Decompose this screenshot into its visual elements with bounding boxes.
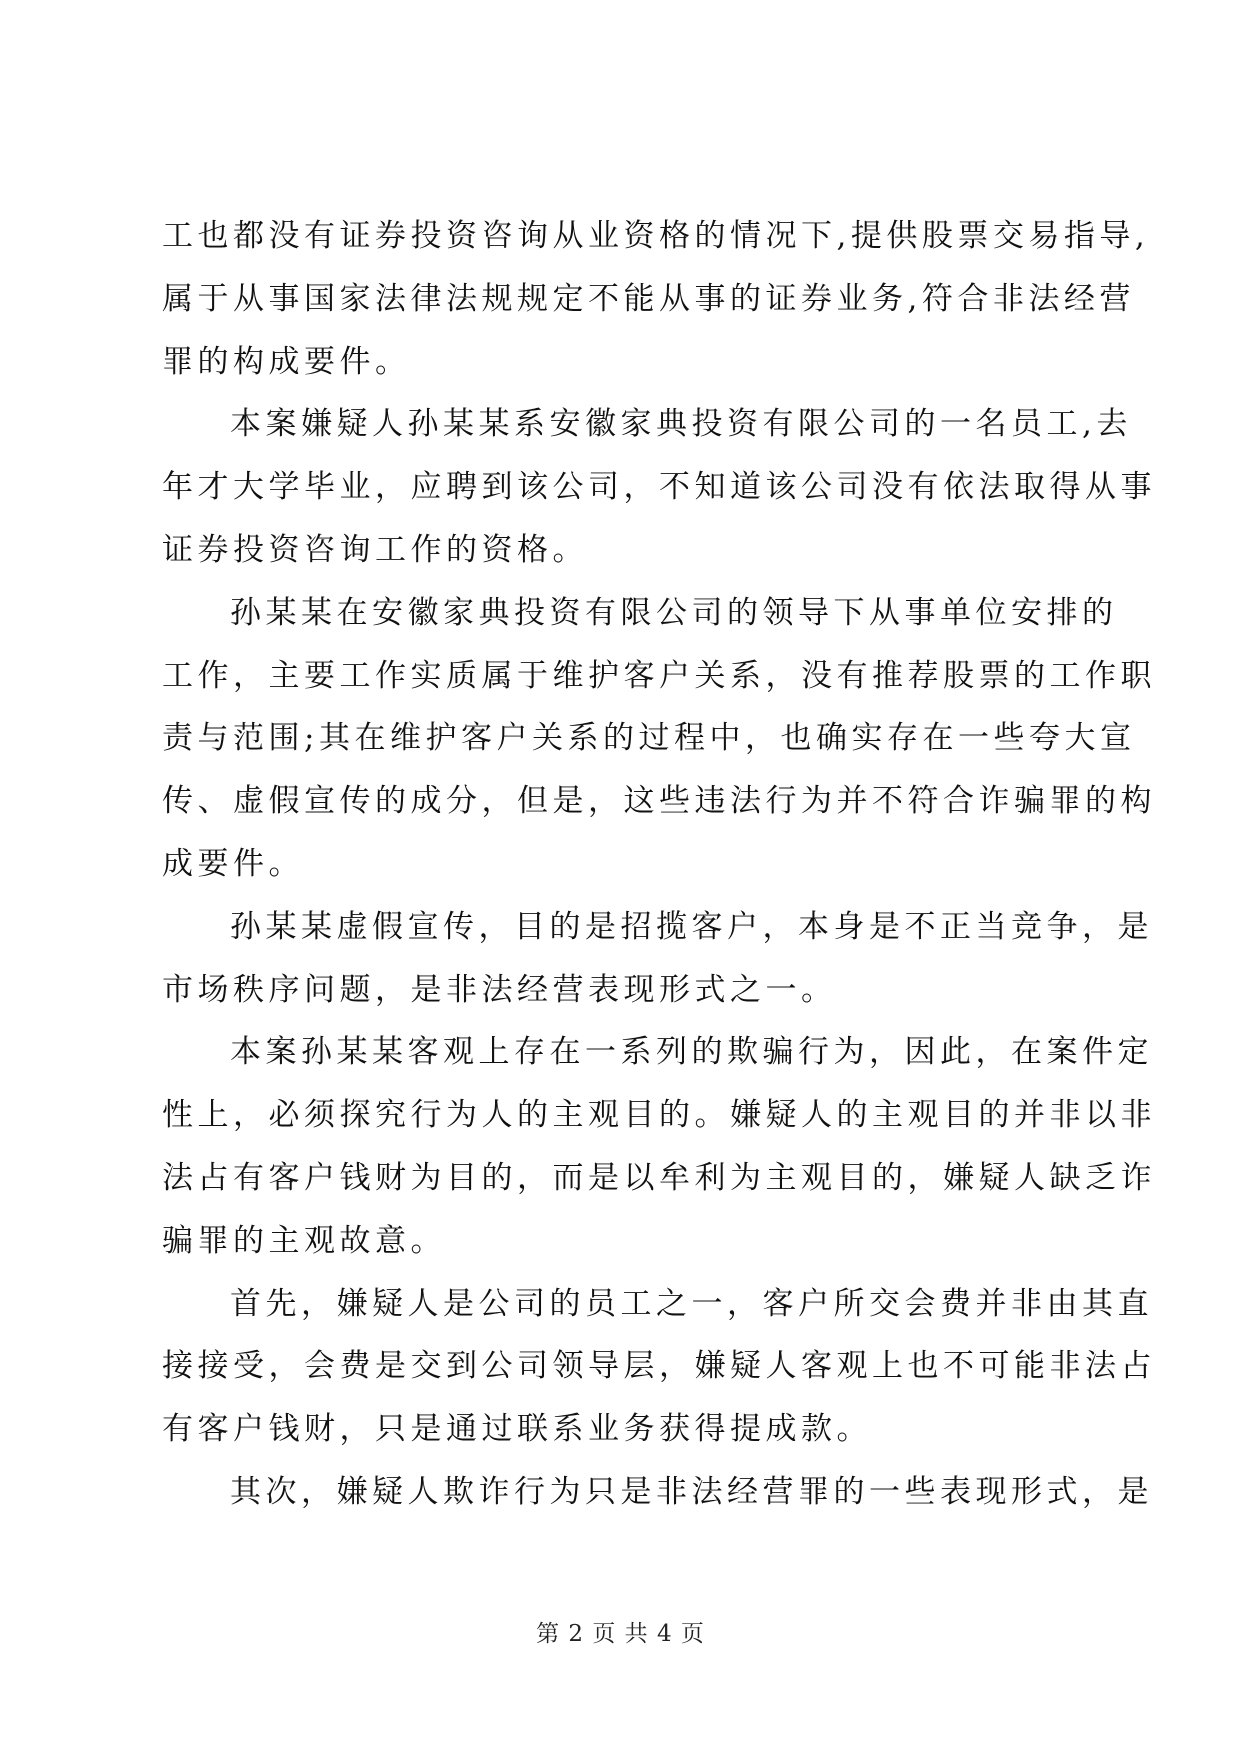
text-line: 成要件。	[162, 845, 304, 882]
paragraph-3	[162, 896, 1153, 1022]
text-line: 责与范围;其在维护客户关系的过程中，也确实存在一些夸大宣	[162, 720, 1136, 757]
paragraph-6	[162, 1461, 1153, 1524]
paragraph-4	[162, 1021, 1156, 1272]
text-line: 法占有客户钱财为目的，而是以牟利为主观目的，嫌疑人缺乏诈	[162, 1159, 1156, 1196]
document-body	[162, 205, 1156, 1524]
text-line: 罪的构成要件。	[162, 343, 411, 380]
text-line: 本案嫌疑人孙某某系安徽家典投资有限公司的一名员工,去	[230, 406, 1132, 443]
text-line: 工作，主要工作实质属于维护客户关系，没有推荐股票的工作职	[162, 657, 1156, 694]
text-line: 属于从事国家法律法规规定不能从事的证券业务,符合非法经营	[162, 280, 1135, 317]
text-line: 孙某某在安徽家典投资有限公司的领导下从事单位安排的	[230, 594, 1118, 631]
text-line: 有客户钱财，只是通过联系业务获得提成款。	[162, 1411, 872, 1448]
text-line: 孙某某虚假宣传，目的是招揽客户，本身是不正当竞争，是	[230, 908, 1153, 945]
text-line: 首先，嫌疑人是公司的员工之一，客户所交会费并非由其直	[230, 1285, 1153, 1322]
text-line: 本案孙某某客观上存在一系列的欺骗行为，因此，在案件定	[230, 1034, 1153, 1071]
text-line: 市场秩序问题，是非法经营表现形式之一。	[162, 971, 837, 1008]
text-line: 性上，必须探究行为人的主观目的。嫌疑人的主观目的并非以非	[162, 1097, 1156, 1134]
text-line: 证券投资咨询工作的资格。	[162, 531, 588, 568]
paragraph-5	[162, 1273, 1156, 1461]
paragraph-2	[162, 582, 1156, 896]
page-number-footer: 第 2 页 共 4 页	[536, 1621, 705, 1647]
text-line: 工也都没有证券投资咨询从业资格的情况下,提供股票交易指导,	[162, 218, 1150, 254]
paragraph-0	[162, 205, 1150, 393]
text-line: 接接受，会费是交到公司领导层，嫌疑人客观上也不可能非法占	[162, 1348, 1156, 1385]
text-line: 传、虚假宣传的成分，但是，这些违法行为并不符合诈骗罪的构	[162, 783, 1156, 820]
text-line: 骗罪的主观故意。	[162, 1222, 446, 1259]
paragraph-1	[162, 393, 1156, 581]
text-line: 年才大学毕业，应聘到该公司，不知道该公司没有依法取得从事	[162, 469, 1156, 506]
text-line: 其次，嫌疑人欺诈行为只是非法经营罪的一些表现形式，是	[230, 1473, 1153, 1510]
